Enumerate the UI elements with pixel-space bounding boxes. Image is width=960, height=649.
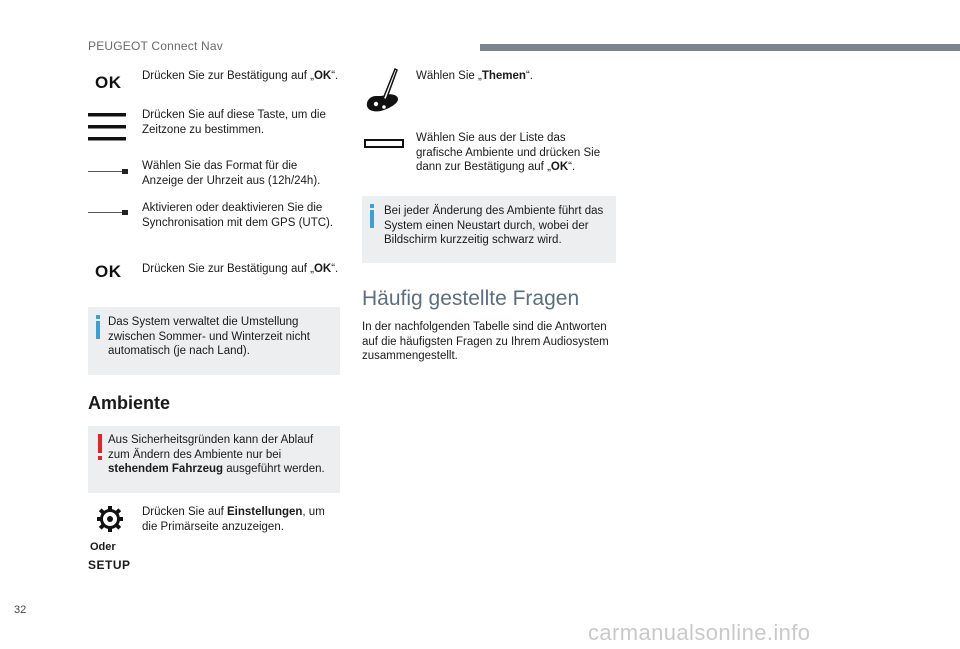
step-settings-text: Drücken Sie auf Einstellungen, um die Primärseite anzuzeigen. bbox=[142, 506, 325, 533]
section-heading-ambiente: Ambiente bbox=[88, 393, 171, 413]
step-ok-confirm-text: Drücken Sie zur Bestätigung auf „OK“. bbox=[142, 70, 339, 82]
palette-brush-icon bbox=[364, 66, 404, 114]
page-header-title: PEUGEOT Connect Nav bbox=[88, 39, 223, 53]
menu-icon bbox=[88, 113, 128, 141]
step-format-text: Wählen Sie das Format für die Anzeige der Uhrzeit aus (12h/24h). bbox=[142, 160, 321, 187]
toggle-line-icon bbox=[88, 209, 132, 217]
section-heading-faq: Häufig gestellte Fragen bbox=[362, 287, 580, 310]
warning-note-line: stehendem Fahrzeug ausgeführt werden. bbox=[108, 463, 325, 475]
setup-button-label: SETUP bbox=[88, 558, 131, 572]
warning-note-line: zum Ändern des Ambiente nur bei bbox=[108, 448, 282, 461]
info-note-line: zwischen Sommer- und Winterzeit nicht bbox=[108, 330, 310, 343]
header-bar bbox=[480, 44, 960, 51]
info-note-line: System einen Neustart durch, wobei der bbox=[384, 219, 589, 232]
info-icon bbox=[369, 204, 375, 228]
oder-label: Oder bbox=[90, 541, 116, 553]
info-note-line: automatisch (je nach Land). bbox=[108, 345, 250, 357]
step-list-text: Wählen Sie aus der Liste das grafische Ambiente und drücken Sie dann zur Bestätigung auf „OK“. bbox=[416, 132, 601, 173]
warning-note bbox=[88, 426, 340, 493]
step-menu-text: Drücken Sie auf diese Taste, um die Zeitzone zu bestimmen. bbox=[142, 109, 326, 136]
page-number: 32 bbox=[14, 604, 27, 616]
step-themes-text: Wählen Sie „Themen“. bbox=[416, 70, 533, 82]
faq-intro-text: In der nachfolgenden Tabelle sind die Antworten auf die häufigsten Fragen zu Ihrem Audiosystem zusammengestellt. bbox=[362, 321, 609, 362]
step-ok-confirm-text: Drücken Sie zur Bestätigung auf „OK“. bbox=[142, 263, 339, 275]
ok-button-icon: OK bbox=[95, 262, 122, 281]
info-note-line: Bildschirm kurzzeitig schwarz wird. bbox=[384, 234, 562, 246]
warning-note-line: Aus Sicherheitsgründen kann der Ablauf bbox=[108, 434, 314, 446]
info-note bbox=[88, 307, 340, 375]
gear-icon bbox=[96, 505, 124, 533]
info-note-line: Das System verwaltet die Umstellung bbox=[108, 316, 299, 328]
info-note bbox=[362, 196, 616, 263]
info-icon bbox=[95, 315, 101, 339]
watermark-text: carmanualsonline.info bbox=[588, 620, 811, 645]
list-selection-icon bbox=[364, 139, 406, 149]
ok-button-icon: OK bbox=[95, 73, 122, 92]
info-note-line: Bei jeder Änderung des Ambiente führt das bbox=[384, 205, 604, 217]
warning-icon bbox=[97, 434, 103, 460]
toggle-line-icon bbox=[88, 168, 132, 176]
step-gps-text: Aktivieren oder deaktivieren Sie die Synchronisation mit dem GPS (UTC). bbox=[142, 202, 334, 229]
